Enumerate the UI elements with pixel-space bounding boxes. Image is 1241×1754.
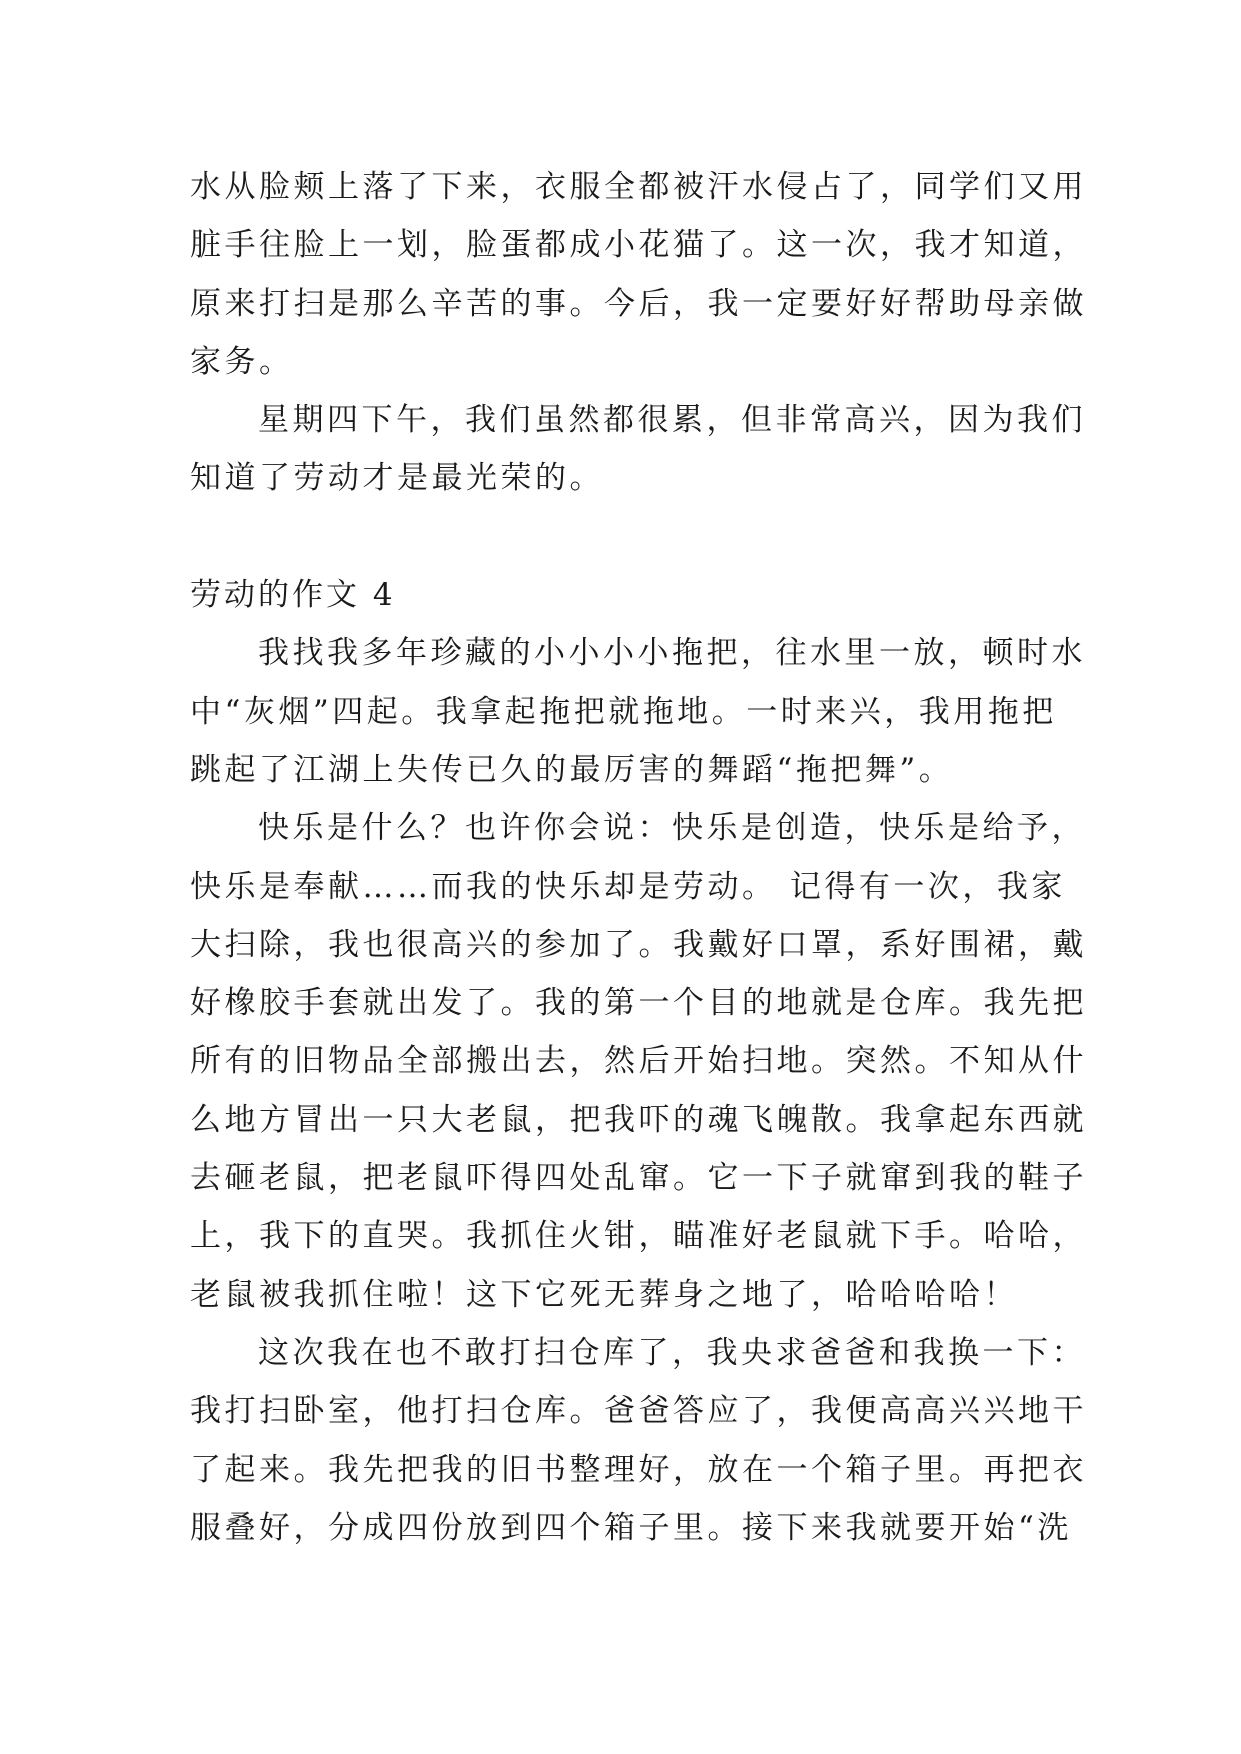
text-line: 这次我在也不敢打扫仓库了，我央求爸爸和我换一下： <box>258 1334 1086 1371</box>
essay-title: 劳动的作文 4 <box>190 577 396 614</box>
text-line: 大扫除，我也很高兴的参加了。我戴好口罩，系好围裙，戴 <box>190 926 1087 963</box>
text-line: 跳起了江湖上失传已久的最厉害的舞蹈“拖把舞”。 <box>190 751 954 788</box>
text-line: 么地方冒出一只大老鼠，把我吓的魂飞魄散。我拿起东西就 <box>190 1101 1087 1138</box>
text-line: 所有的旧物品全部搬出去，然后开始扫地。突然。不知从什 <box>190 1043 1087 1080</box>
paragraph-thursday <box>190 391 1086 508</box>
text-line: 星期四下午，我们虽然都很累，但非常高兴，因为我们 <box>258 402 1086 439</box>
text-line: 原来打扫是那么辛苦的事。今后，我一定要好好帮助母亲做 <box>190 285 1087 322</box>
paragraph-mop <box>190 624 1086 799</box>
text-line: 中“灰烟”四起。我拿起拖把就拖地。一时来兴，我用拖把 <box>190 693 1057 730</box>
text-line: 上，我下的直哭。我抓住火钳，瞄准好老鼠就下手。哈哈， <box>190 1218 1087 1255</box>
text-line: 服叠好，分成四份放到四个箱子里。接下来我就要开始“洗 <box>190 1509 1072 1546</box>
blank-line <box>190 508 1055 566</box>
text-line: 家务。 <box>190 343 294 380</box>
text-line: 快乐是奉献……而我的快乐却是劳动。 记得有一次，我家 <box>190 868 1066 905</box>
text-line: 好橡胶手套就出发了。我的第一个目的地就是仓库。我先把 <box>190 985 1087 1022</box>
text-line: 脏手往脸上一划，脸蛋都成小花猫了。这一次，我才知道， <box>190 227 1087 264</box>
text-line: 知道了劳动才是最光荣的。 <box>190 460 604 497</box>
text-line: 快乐是什么？也许你会说：快乐是创造，快乐是给予， <box>258 810 1086 847</box>
paragraph-happiness <box>190 799 1087 1324</box>
paragraph-bedroom <box>190 1324 1087 1557</box>
document-body <box>190 158 1087 1557</box>
text-line: 老鼠被我抓住啦！这下它死无葬身之地了，哈哈哈哈！ <box>190 1276 1018 1313</box>
text-line: 了起来。我先把我的旧书整理好，放在一个箱子里。再把衣 <box>190 1451 1087 1488</box>
text-line: 水从脸颊上落了下来，衣服全都被汗水侵占了，同学们又用 <box>190 169 1087 205</box>
text-line: 我打扫卧室，他打扫仓库。爸爸答应了，我便高高兴兴地干 <box>190 1393 1087 1430</box>
text-line: 去砸老鼠，把老鼠吓得四处乱窜。它一下子就窜到我的鞋子 <box>190 1160 1087 1197</box>
paragraph-continuation <box>190 158 1087 391</box>
text-line: 我找我多年珍藏的小小小小拖把，往水里一放，顿时水 <box>258 635 1086 672</box>
